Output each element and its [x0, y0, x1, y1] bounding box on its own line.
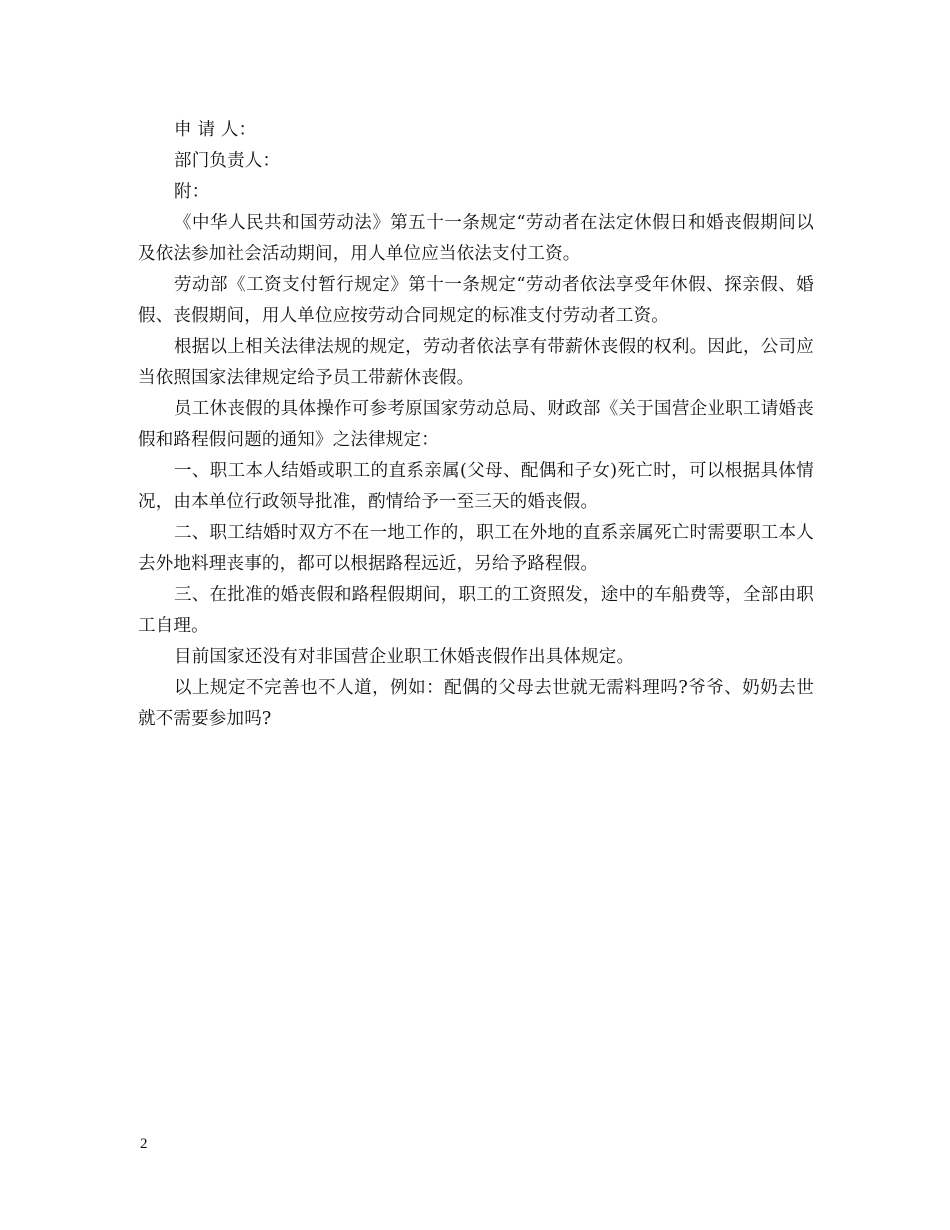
page-number: 2 [140, 1136, 148, 1152]
paragraph-rule-three: 三、在批准的婚丧假和路程假期间，职工的工资照发，途中的车船费等，全部由职工自理。 [138, 585, 814, 636]
paragraph-wage-payment-rules: 劳动部《工资支付暂行规定》第十一条规定“劳动者依法享受年休假、探亲假、婚假、丧假期间，用人单位应按劳动合同规定的标准支付劳动者工资。 [138, 275, 814, 326]
department-head-field-label: 部门负责人： [174, 151, 281, 171]
attachment-label: 附： [174, 182, 210, 202]
paragraph-non-state-enterprise: 目前国家还没有对非国营企业职工休婚丧假作出具体规定。 [174, 647, 635, 667]
paragraph-operation-reference: 员工休丧假的具体操作可参考原国家劳动总局、财政部《关于国营企业职工请婚丧假和路程假问题的通知》之法律规定： [138, 399, 814, 450]
document-body [138, 115, 814, 735]
paragraph-rule-one: 一、职工本人结婚或职工的直系亲属(父母、配偶和子女)死亡时，可以根据具体情况，由本单位行政领导批准，酌情给予一至三天的婚丧假。 [138, 461, 814, 512]
paragraph-labor-law: 《中华人民共和国劳动法》第五十一条规定“劳动者在法定休假日和婚丧假期间以及依法参加社会活动期间，用人单位应当依法支付工资。 [138, 213, 814, 264]
paragraph-critique: 以上规定不完善也不人道，例如：配偶的父母去世就无需料理吗?爷爷、奶奶去世就不需要参加吗? [138, 678, 814, 729]
applicant-field-label: 申 请 人： [174, 120, 257, 140]
paragraph-paid-leave-right: 根据以上相关法律法规的规定，劳动者依法享有带薪休丧假的权利。因此，公司应当依照国家法律规定给予员工带薪休丧假。 [138, 337, 814, 388]
paragraph-rule-two: 二、职工结婚时双方不在一地工作的，职工在外地的直系亲属死亡时需要职工本人去外地料理丧事的，都可以根据路程远近，另给予路程假。 [138, 523, 814, 574]
